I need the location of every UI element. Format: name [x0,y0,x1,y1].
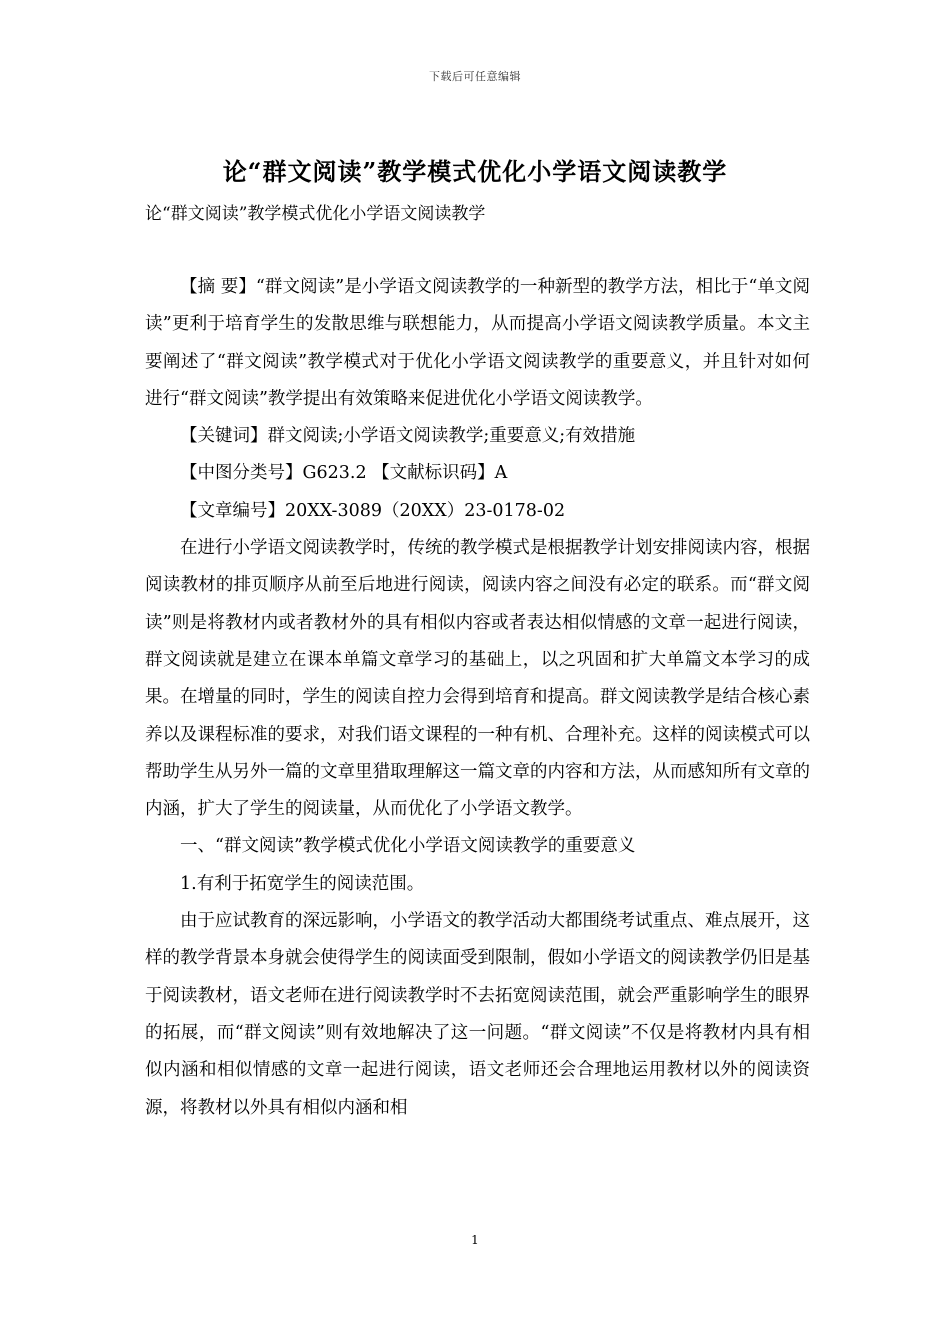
body-paragraph-1: 在进行小学语文阅读教学时，传统的教学模式是根据教学计划安排阅读内容，根据阅读教材的排页顺序从前至后地进行阅读，阅读内容之间没有必定的联系。而“群文阅读”则是将教材内或者教材外的具有相似内容或者表达相似情感的文章一起进行阅读，群文阅读就是建立在课本单篇文章学习的基础上，以之巩固和扩大单篇文本学习的成果。在增量的同时，学生的阅读自控力会得到培育和提高。群文阅读教学是结合核心素养以及课程标准的要求，对我们语文课程的一种有机、合理补充。这样的阅读模式可以帮助学生从另外一篇的文章里猎取理解这一篇文章的内容和方法，从而感知所有文章的内涵，扩大了学生的阅读量，从而优化了小学语文教学。 [145,538,810,820]
document-body [145,269,810,1127]
body-paragraph-2: 由于应试教育的深远影响，小学语文的教学活动大都围绕考试重点、难点展开，这样的教学背景本身就会使得学生的阅读面受到限制，假如小学语文的阅读教学仍旧是基于阅读教材，语文老师在进行阅读教学时不去拓宽阅读范围，就会严重影响学生的眼界的拓展，而“群文阅读”则有效地解决了这一问题。“群文阅读”不仅是将教材内具有相似内涵和相似情感的文章一起进行阅读，语文老师还会合理地运用教材以外的阅读资源，将教材以外具有相似内涵和相 [145,911,810,1118]
keywords-line: 【关键词】群文阅读;小学语文阅读教学;重要意义;有效措施 [180,426,636,447]
page-number: 1 [471,1233,479,1247]
article-number-line: 【文章编号】20XX-3089（20XX）23-0178-02 [180,500,566,521]
section-heading: 一、“群文阅读”教学模式优化小学语文阅读教学的重要意义 [180,836,636,857]
abstract-paragraph: 【摘 要】“群文阅读”是小学语文阅读教学的一种新型的教学方法，相比于“单文阅读”更利于培育学生的发散思维与联想能力，从而提高小学语文阅读教学质量。本文主要阐述了“群文阅读”教学模式对于优化小学语文阅读教学的重要意义，并且针对如何进行“群文阅读”教学提出有效策略来促进优化小学语文阅读教学。 [145,277,810,409]
subtitle: 论“群文阅读”教学模式优化小学语文阅读教学 [145,204,486,224]
classification-line: 【中图分类号】G623.2 【文献标识码】A [180,463,508,484]
header-note: 下载后可任意编辑 [429,70,521,83]
sub-heading: 1.有利于拓宽学生的阅读范围。 [180,873,425,894]
page-title: 论“群文阅读”教学模式优化小学语文阅读教学 [222,157,728,186]
